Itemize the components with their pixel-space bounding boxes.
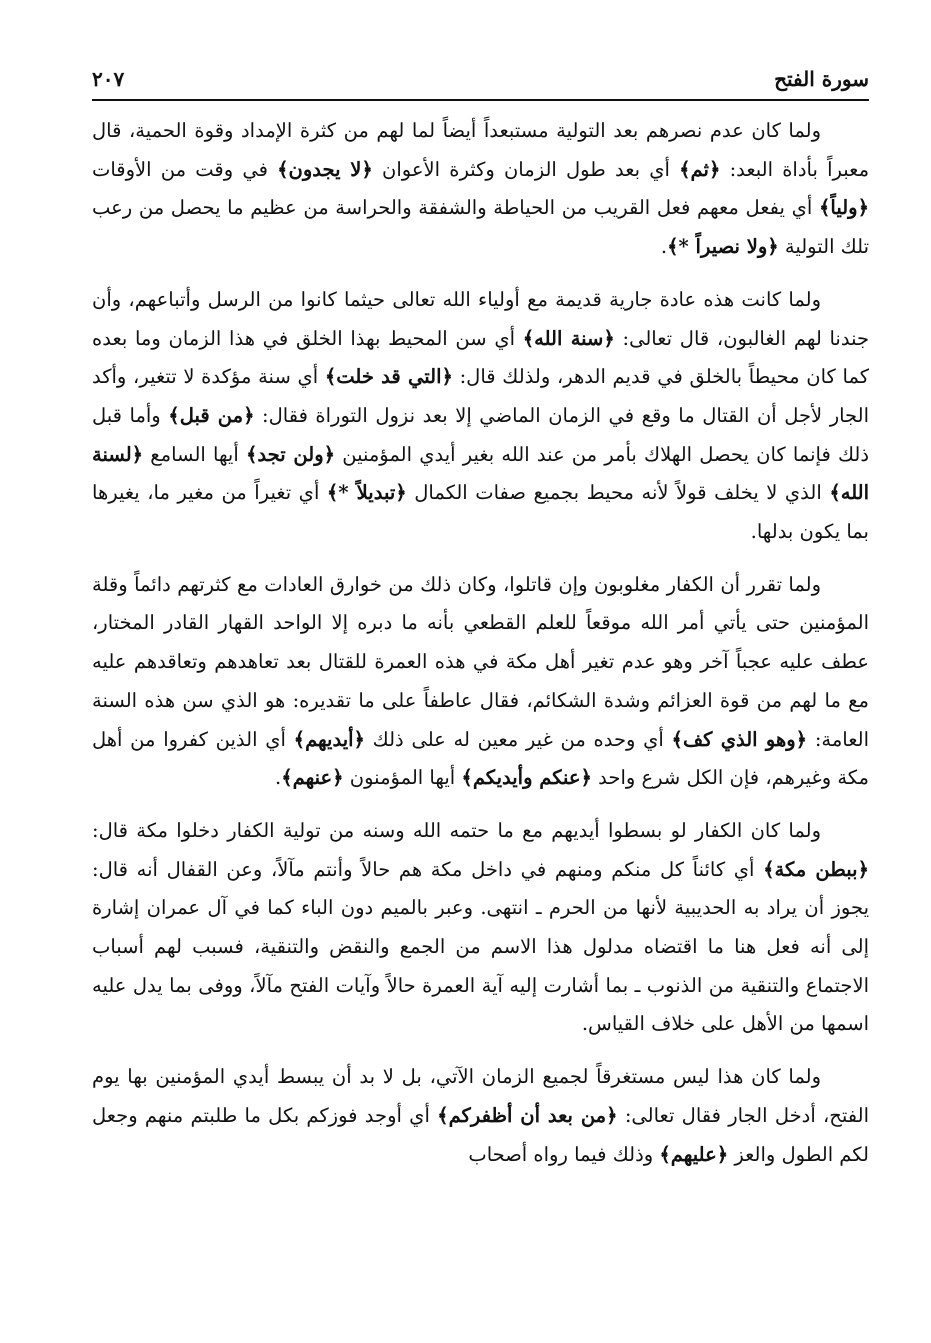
- page-number: ٢٠٧: [92, 67, 125, 91]
- quran-quote: ﴿عنكم وأيديكم﴾: [461, 766, 592, 790]
- quran-quote: ﴿عنهم﴾: [281, 766, 344, 790]
- page-body: [92, 112, 869, 1174]
- quran-quote: ﴿ثم﴾: [679, 157, 721, 181]
- quran-quote: ﴿لا يجدون﴾: [277, 157, 373, 181]
- quran-quote: ﴿وهو الذي كف﴾: [671, 727, 808, 751]
- quran-quote: ﴿عليهم﴾: [659, 1142, 729, 1166]
- quran-quote: ﴿من بعد أن أظفركم﴾: [437, 1103, 618, 1127]
- quran-quote: ﴿تبديلاً *﴾: [326, 481, 407, 505]
- quran-quote: ﴿التي قد خلت﴾: [324, 365, 453, 389]
- quran-quote: ﴿سنة الله﴾: [522, 326, 615, 350]
- quran-quote: ﴿ولياً﴾: [818, 196, 869, 220]
- quran-quote: ﴿أيديهم﴾: [293, 727, 365, 751]
- quran-quote: ﴿ولن تجد﴾: [245, 442, 336, 466]
- quran-quote: ﴿لسنة الله﴾: [92, 442, 870, 505]
- surah-title: سورة الفتح: [774, 67, 869, 91]
- paragraph: ولما كان الكفار لو بسطوا أيديهم مع ما حتمه الله وسنه من تولية الكفار دخلوا مكة قال: ﴿ببطن مكة﴾ أي كائناً كل منكم ومنهم في داخل مكة هم حالاً وأنتم مآلاً، وعن القفال أنه قال: يجوز أن يراد به الحديبية لأنها من الحرم ـ انتهى. وعبر بالميم دون الباء كما في آل عمران إشارة إلى أنه فعل هنا ما اقتضاه مدلول هذا الاسم من الجمع والنقض والتنقية، فسبب لهم أسباب الاجتماع والتنقية من الذنوب ـ بما أشارت إليه آية العمرة حالاً وآيات الفتح مآلاً، ووفى بما يدل عليه اسمها من الأهل على خلاف القياس.: [92, 818, 869, 1036]
- paragraph: ولما كانت هذه عادة جارية قديمة مع أولياء الله تعالى حيثما كانوا من الرسل وأتباعهم، وأن جندنا لهم الغالبون، قال تعالى: ﴿سنة الله﴾ أي سن المحيط بهذا الخلق في هذا الزمان وما بعده كما كان محيطاً بالخلق في قديم الدهر، ولذلك قال: ﴿التي قد خلت﴾ أي سنة مؤكدة لا تتغير، وأكد الجار لأجل أن القتال ما وقع في الزمان الماضي إلا بعد نزول التوراة فقال: ﴿من قبل﴾ وأما قبل ذلك فإنما كان يحصل الهلاك بأمر من عند الله بغير أيدي المؤمنين ﴿ولن تجد﴾ أيها السامع ﴿لسنة الله﴾ الذي لا يخلف قولاً لأنه محيط بجميع صفات الكمال ﴿تبديلاً *﴾ أي تغيراً من مغير ما، يغيرها بما يكون بدلها.: [92, 287, 870, 544]
- paragraph: ولما كان عدم نصرهم بعد التولية مستبعداً أيضاً لما لهم من كثرة الإمداد وقوة الحمية، قال معبراً بأداة البعد: ﴿ثم﴾ أي بعد طول الزمان وكثرة الأعوان ﴿لا يجدون﴾ في وقت من الأوقات ﴿ولياً﴾ أي يفعل معهم فعل القريب من الحياطة والشفقة والحراسة من عظيم ما يحصل من رعب تلك التولية ﴿ولا نصيراً *﴾.: [92, 119, 870, 259]
- page-header: [92, 62, 869, 96]
- quran-quote: ﴿ولا نصيراً *﴾: [667, 235, 779, 259]
- header-rule: [92, 99, 869, 101]
- quran-quote: ﴿ببطن مكة﴾: [763, 857, 869, 881]
- paragraph: ولما كان هذا ليس مستغرقاً لجميع الزمان الآتي، بل لا بد أن يبسط أيدي المؤمنين بها يوم الفتح، أدخل الجار فقال تعالى: ﴿من بعد أن أظفركم﴾ أي أوجد فوزكم بكل ما طلبتم منهم وجعل لكم الطول والعز ﴿عليهم﴾ وذلك فيما رواه أصحاب: [92, 1065, 870, 1166]
- quran-quote: ﴿من قبل﴾: [168, 403, 255, 427]
- paragraph: ولما تقرر أن الكفار مغلوبون وإن قاتلوا، وكان ذلك من خوارق العادات مع كثرتهم دائماً وقلة المؤمنين حتى يأتي أمر الله موقعاً للعلم القطعي بأنه ما دبره إلا الواحد القهار القادر المختار، عطف عليه عجباً آخر وهو عدم تغير أهل مكة في هذه العمرة للقتال بعد تعاهدهم وتعاقدهم عليه مع ما لهم من قوة العزائم وشدة الشكائم، فقال عاطفاً على ما تقديره: هو الذي سن هذه السنة العامة: ﴿وهو الذي كف﴾ أي وحده من غير معين له على ذلك ﴿أيديهم﴾ أي الذين كفروا من أهل مكة وغيرهم، فإن الكل شرع واحد ﴿عنكم وأيديكم﴾ أيها المؤمنون ﴿عنهم﴾.: [92, 572, 870, 790]
